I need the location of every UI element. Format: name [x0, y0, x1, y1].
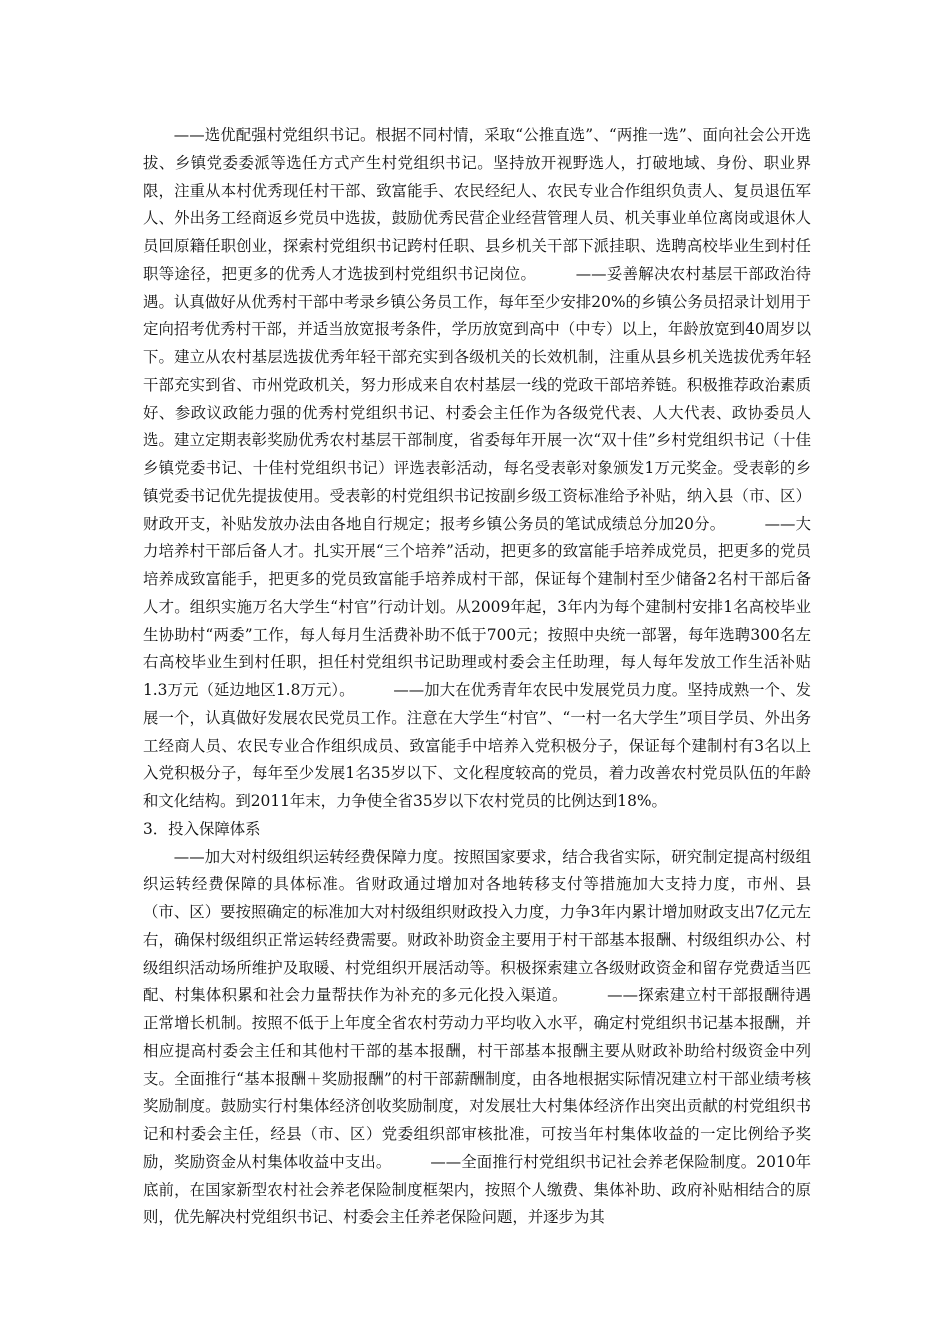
body-paragraph-2: ——加大对村级组织运转经费保障力度。按照国家要求，结合我省实际，研究制定提高村级组织运转经费保障的具体标准。省财政通过增加对各地转移支付等措施加大支持力度，市州、县（市、区）要按照确定的标准加大对村级组织财政投入力度，力争3年内累计增加财政支出7亿元左右，确保村级组织正常运转经费需要。财政补助资金主要用于村干部基本报酬、村级组织办公、村级组织活动场所维护及取暖、村党组织开展活动等。积极探索建立各级财政资金和留存党费适当匹配、村集体积累和社会力量帮扶作为补充的多元化投入渠道。 ——探索建立村干部报酬待遇正常增长机制。按照不低于上年度全省农村劳动力平均收入水平，确定村党组织书记基本报酬，并相应提高村委会主任和其他村干部的基本报酬，村干部基本报酬主要从财政补助给村级资金中列支。全面推行“基本报酬＋奖励报酬”的村干部薪酬制度，由各地根据实际情况建立村干部业绩考核奖励制度。鼓励实行村集体经济创收奖励制度，对发展壮大村集体经济作出突出贡献的村党组织书记和村委会主任，经县（市、区）党委组织部审核批准，可按当年村集体收益的一定比例给予奖励，奖励资金从村集体收益中支出。 ——全面推行村党组织书记社会养老保险制度。2010年底前，在国家新型农村社会养老保险制度框架内，按照个人缴费、集体补助、政府补贴相结合的原则，优先解决村党组织书记、村委会主任养老保险问题，并逐步为其: [143, 847, 811, 1227]
section-heading: 3．投入保障体系: [143, 819, 261, 838]
body-paragraph-1: ——选优配强村党组织书记。根据不同村情，采取“公推直选”、“两推一选”、面向社会公开选拔、乡镇党委委派等选任方式产生村党组织书记。坚持放开视野选人，打破地域、身份、职业界限，注重从本村优秀现任村干部、致富能手、农民经纪人、农民专业合作组织负责人、复员退伍军人、外出务工经商返乡党员中选拔，鼓励优秀民营企业经营管理人员、机关事业单位离岗或退休人员回原籍任职创业，探索村党组织书记跨村任职、县乡机关干部下派挂职、选聘高校毕业生到村任职等途径，把更多的优秀人才选拔到村党组织书记岗位。 ——妥善解决农村基层干部政治待遇。认真做好从优秀村干部中考录乡镇公务员工作，每年至少安排20%的乡镇公务员招录计划用于定向招考优秀村干部，并适当放宽报考条件，学历放宽到高中（中专）以上，年龄放宽到40周岁以下。建立从农村基层选拔优秀年轻干部充实到各级机关的长效机制，注重从县乡机关选拔优秀年轻干部充实到省、市州党政机关，努力形成来自农村基层一线的党政干部培养链。积极推荐政治素质好、参政议政能力强的优秀村党组织书记、村委会主任作为各级党代表、人大代表、政协委员人选。建立定期表彰奖励优秀农村基层干部制度，省委每年开展一次“双十佳”乡村党组织书记（十佳乡镇党委书记、十佳村党组织书记）评选表彰活动，每名受表彰对象颁发1万元奖金。受表彰的乡镇党委书记优先提拔使用。受表彰的村党组织书记按副乡级工资标准给予补贴，纳入县（市、区）财政开支，补贴发放办法由各地自行规定；报考乡镇公务员的笔试成绩总分加20分。 ——大力培养村干部后备人才。扎实开展“三个培养”活动，把更多的致富能手培养成党员，把更多的党员培养成致富能手，把更多的党员致富能手培养成村干部，保证每个建制村至少储备2名村干部后备人才。组织实施万名大学生“村官”行动计划。从2009年起，3年内为每个建制村安排1名高校毕业生协助村“两委”工作，每人每月生活费补助不低于700元；按照中央统一部署，每年选聘300名左右高校毕业生到村任职，担任村党组织书记助理或村委会主任助理，每人每年发放工作生活补贴1.3万元（延边地区1.8万元）。 ——加大在优秀青年农民中发展党员力度。坚持成熟一个、发展一个，认真做好发展农民党员工作。注意在大学生“村官”、“一村一名大学生”项目学员、外出务工经商人员、农民专业合作组织成员、致富能手中培养入党积极分子，保证每个建制村有3名以上入党积极分子，每年至少发展1名35岁以下、文化程度较高的党员，着力改善农村党员队伍的年龄和文化结构。到2011年末，力争使全省35岁以下农村党员的比例达到18%。: [143, 126, 811, 810]
document-page: [143, 122, 811, 1232]
